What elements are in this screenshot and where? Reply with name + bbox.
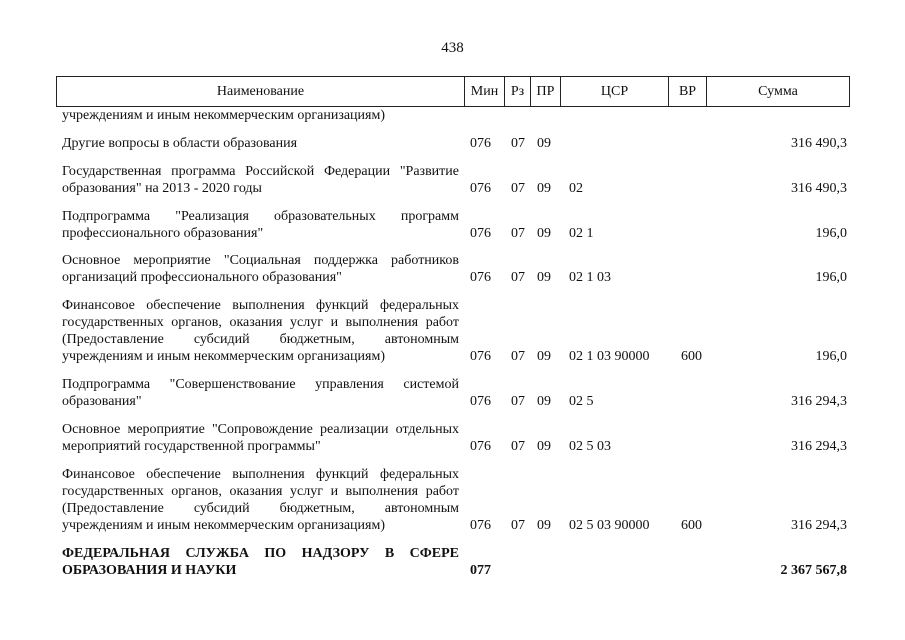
row-min: 077	[470, 563, 491, 578]
row-rz: 07	[511, 226, 525, 241]
row-sum: 316 294,3	[791, 439, 847, 454]
row-min: 076	[470, 394, 491, 409]
header-vr: ВР	[668, 77, 706, 106]
row-csr: 02 5 03 90000	[569, 518, 650, 533]
row-pr: 09	[537, 270, 551, 285]
row-csr: 02	[569, 181, 583, 196]
row-pr: 09	[537, 349, 551, 364]
table-row	[0, 107, 905, 124]
row-min: 076	[470, 226, 491, 241]
row-name: Финансовое обеспечение выполнения функций федеральных государственных органов, оказания услуг и выполнения работ (Предоставление субсидий бюджетным, автономным учреждениям и иным некоммерческим организациям)	[62, 298, 459, 364]
header-csr: ЦСР	[560, 77, 668, 106]
row-rz: 07	[511, 270, 525, 285]
row-pr: 09	[537, 518, 551, 533]
table-row	[0, 421, 905, 455]
row-vr: 600	[681, 349, 702, 364]
row-rz: 07	[511, 181, 525, 196]
row-min: 076	[470, 136, 491, 151]
row-name: Подпрограмма "Совершенствование управления системой образования"	[62, 377, 459, 409]
table-row	[0, 297, 905, 365]
row-csr: 02 1 03	[569, 270, 611, 285]
row-name: учреждениям и иным некоммерческим организациям)	[62, 108, 386, 123]
row-pr: 09	[537, 394, 551, 409]
row-name: Финансовое обеспечение выполнения функций федеральных государственных органов, оказания услуг и выполнения работ (Предоставление субсидий бюджетным, автономным учреждениям и иным некоммерческим организациям)	[62, 467, 459, 533]
page-number: 438	[441, 40, 464, 56]
row-name: ФЕДЕРАЛЬНАЯ СЛУЖБА ПО НАДЗОРУ В СФЕРЕ ОБРАЗОВАНИЯ И НАУКИ	[62, 546, 459, 578]
row-sum: 316 294,3	[791, 394, 847, 409]
table-row	[0, 545, 905, 579]
row-csr: 02 5 03	[569, 439, 611, 454]
header-pr: ПР	[530, 77, 560, 106]
header-name: Наименование	[216, 84, 305, 99]
row-name: Основное мероприятие "Сопровождение реализации отдельных мероприятий государственной программы"	[62, 422, 459, 454]
row-rz: 07	[511, 394, 525, 409]
row-sum: 316 490,3	[791, 136, 847, 151]
row-rz: 07	[511, 518, 525, 533]
row-min: 076	[470, 181, 491, 196]
row-min: 076	[470, 518, 491, 533]
table-row	[0, 466, 905, 534]
row-pr: 09	[537, 136, 551, 151]
row-name: Государственная программа Российской Федерации "Развитие образования" на 2013 - 2020 годы	[62, 164, 459, 196]
table-row	[0, 376, 905, 410]
table-row	[0, 135, 905, 152]
row-sum: 196,0	[815, 270, 847, 285]
row-sum: 2 367 567,8	[780, 563, 847, 578]
header-sum: Сумма	[706, 77, 849, 106]
row-csr: 02 1 03 90000	[569, 349, 650, 364]
row-sum: 316 490,3	[791, 181, 847, 196]
row-sum: 316 294,3	[791, 518, 847, 533]
row-pr: 09	[537, 181, 551, 196]
row-name: Основное мероприятие "Социальная поддержка работников организаций профессионального образования"	[62, 253, 459, 285]
row-min: 076	[470, 349, 491, 364]
table-row	[0, 163, 905, 197]
row-pr: 09	[537, 226, 551, 241]
row-rz: 07	[511, 349, 525, 364]
table-row	[0, 208, 905, 242]
row-rz: 07	[511, 136, 525, 151]
row-pr: 09	[537, 439, 551, 454]
row-min: 076	[470, 439, 491, 454]
row-sum: 196,0	[815, 349, 847, 364]
row-vr: 600	[681, 518, 702, 533]
header-rz: Рз	[504, 77, 530, 106]
table-row	[0, 252, 905, 286]
row-csr: 02 1	[569, 226, 594, 241]
header-min: Мин	[464, 77, 504, 106]
row-sum: 196,0	[815, 226, 847, 241]
row-min: 076	[470, 270, 491, 285]
row-rz: 07	[511, 439, 525, 454]
row-name: Подпрограмма "Реализация образовательных программ профессионального образования"	[62, 209, 459, 241]
row-name: Другие вопросы в области образования	[62, 136, 298, 151]
row-csr: 02 5	[569, 394, 594, 409]
